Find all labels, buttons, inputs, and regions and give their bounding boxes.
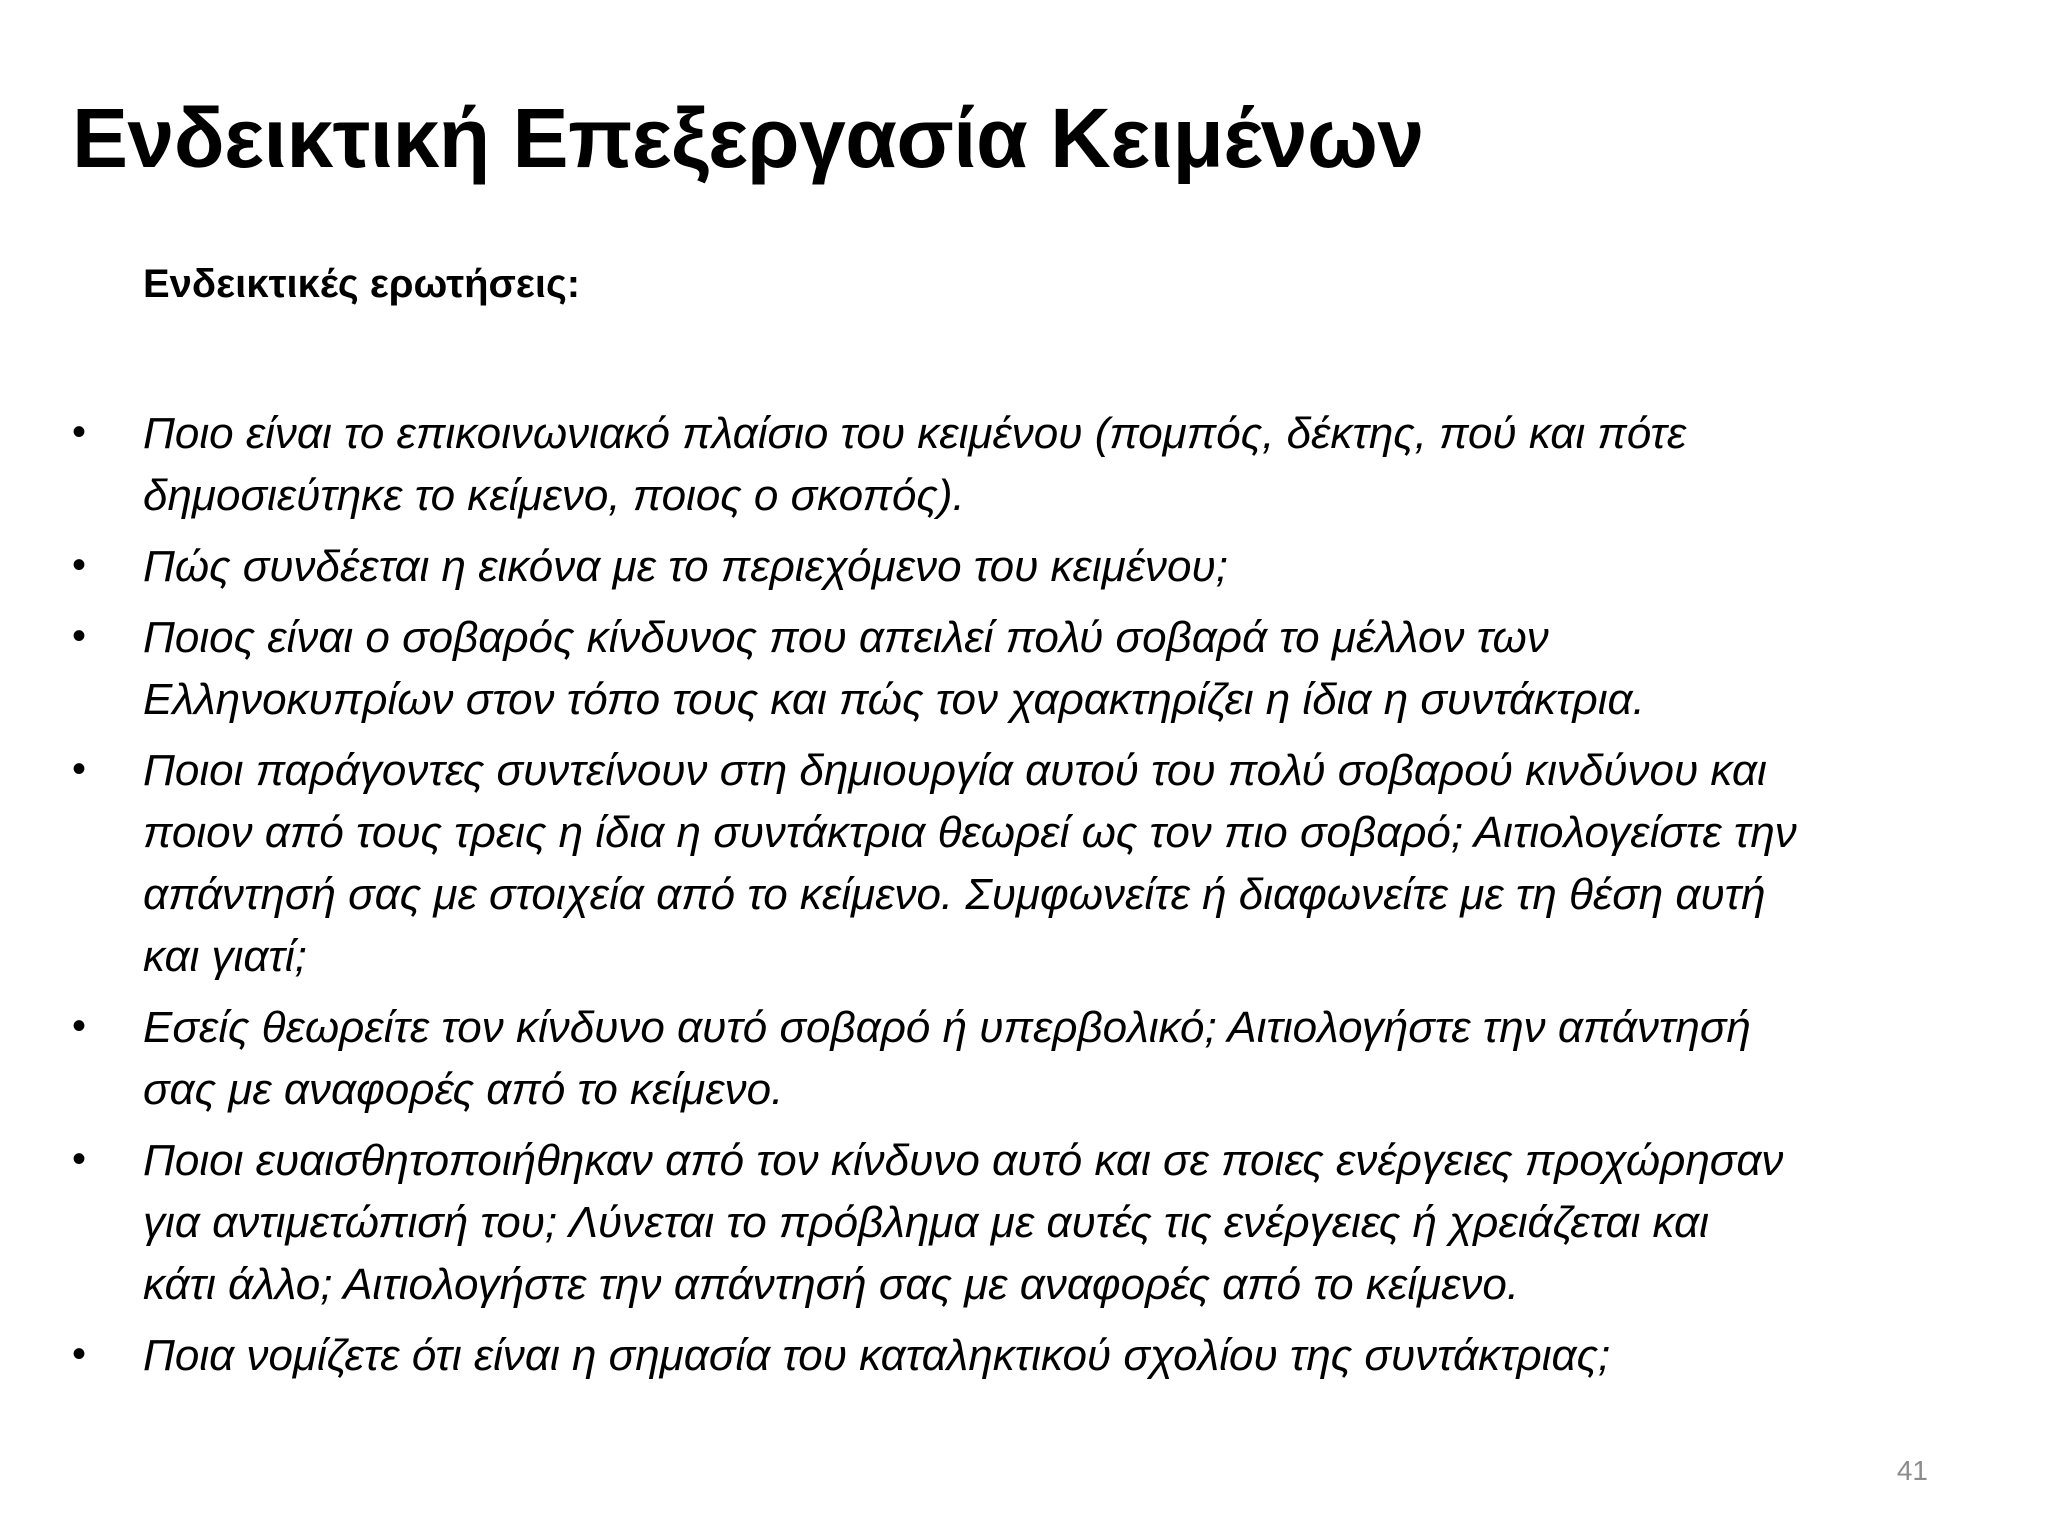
bullet-text-line: Ποιοι παράγοντες συντείνουν στη δημιουργία αυτού του πολύ σοβαρού κινδύνου και xyxy=(143,746,1767,795)
bullet-text-line: δημοσιεύτηκε το κείμενο, ποιος ο σκοπός). xyxy=(143,471,965,520)
bullet-item xyxy=(72,607,2012,731)
bullet-icon: • xyxy=(72,1332,87,1376)
bullet-text-line: κάτι άλλο; Αιτιολογήστε την απάντησή σας με αναφορές από το κείμενο. xyxy=(143,1260,1520,1309)
bullet-item xyxy=(72,536,2012,598)
bullet-text-line: Ελληνοκυπρίων στον τόπο τους και πώς τον χαρακτηρίζει η ίδια η συντάκτρια. xyxy=(143,675,1645,724)
bullet-text-line: απάντησή σας με στοιχεία από το κείμενο. Συμφωνείτε ή διαφωνείτε με τη θέση αυτή xyxy=(143,870,1766,919)
bullet-item xyxy=(72,403,2012,527)
page-number: 41 xyxy=(1896,1455,1928,1486)
slide-title: Ενδεικτική Επεξεργασία Κειμένων xyxy=(72,91,1424,185)
bullet-text-line: ποιον από τους τρεις η ίδια η συντάκτρια θεωρεί ως τον πιο σοβαρό; Αιτιολογείστε την xyxy=(143,808,1797,857)
bullet-item xyxy=(72,1325,2012,1387)
slide-subtitle: Ενδεικτικές ερωτήσεις: xyxy=(143,262,581,306)
bullet-text-line: Πώς συνδέεται η εικόνα με το περιεχόμενο του κειμένου; xyxy=(143,542,1228,591)
bullet-text-line: για αντιμετώπισή του; Λύνεται το πρόβλημα με αυτές τις ενέργειες ή χρειάζεται και xyxy=(143,1198,1709,1247)
bullet-text-line: Εσείς θεωρείτε τον κίνδυνο αυτό σοβαρό ή υπερβολικό; Αιτιολογήστε την απάντησή xyxy=(143,1003,1751,1052)
bullet-icon: • xyxy=(72,543,87,587)
bullet-icon: • xyxy=(72,1004,87,1048)
bullet-icon: • xyxy=(72,1137,87,1181)
bullet-text-line: και γιατί; xyxy=(143,932,307,981)
bullet-list xyxy=(72,403,2012,1396)
bullet-text-line: Ποιοι ευαισθητοποιήθηκαν από τον κίνδυνο αυτό και σε ποιες ενέργειες προχώρησαν xyxy=(143,1136,1784,1185)
bullet-item xyxy=(72,997,2012,1121)
bullet-item xyxy=(72,740,2012,988)
bullet-text-line: Ποια νομίζετε ότι είναι η σημασία του καταληκτικού σχολίου της συντάκτριας; xyxy=(143,1331,1611,1380)
bullet-text-line: σας με αναφορές από το κείμενο. xyxy=(143,1065,784,1114)
bullet-text-line: Ποιος είναι ο σοβαρός κίνδυνος που απειλεί πολύ σοβαρά το μέλλον των xyxy=(143,613,1549,662)
bullet-icon: • xyxy=(72,410,87,454)
bullet-icon: • xyxy=(72,614,87,658)
bullet-item xyxy=(72,1130,2012,1316)
bullet-text-line: Ποιο είναι το επικοινωνιακό πλαίσιο του κειμένου (πομπός, δέκτης, πού και πότε xyxy=(143,409,1687,458)
bullet-icon: • xyxy=(72,747,87,791)
